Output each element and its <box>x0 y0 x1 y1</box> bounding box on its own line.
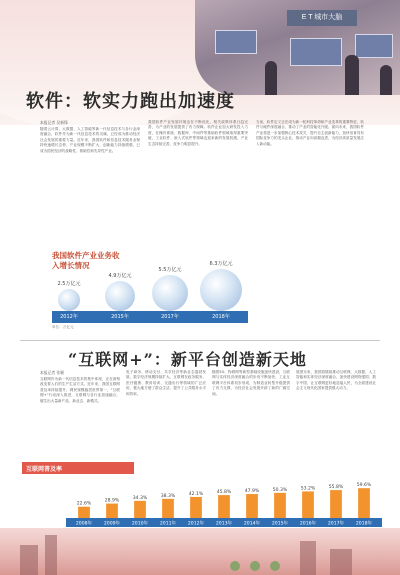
photo-building <box>45 535 57 575</box>
chart-bar <box>162 499 174 518</box>
chart-bar <box>330 490 342 518</box>
photo-person <box>265 61 277 95</box>
chart-tick-label: 2015年 <box>271 521 289 527</box>
growth-circle-2018 <box>200 269 242 311</box>
growth-circle-2012 <box>58 289 80 311</box>
city-skyline-photo <box>0 528 400 575</box>
section1-headline: 软件：软实力跑出加速度 <box>26 91 235 112</box>
chart-bar <box>78 507 90 518</box>
chart-data-label: 55.8% <box>328 485 344 491</box>
chart-bar <box>134 501 146 518</box>
growth-year-2015: 2015年 <box>111 314 129 320</box>
photo-screen <box>290 38 342 66</box>
section2-column-4: 展望未来，我国将继续推动互联网、大数据、人工智能和实体经济深度融合，加快建设网络强国、数字中国，让互联网更好地造福人民，为全面建设社会主义现代化国家提供强大动力。 <box>296 370 376 391</box>
chart-bar <box>190 497 202 518</box>
section1-column-2: 我国软件产业发展环境也在不断优化，相关政策体系日趋完善，为产业的发展提供了有力保障。软件企业加大研发投入力度，在操作系统、数据库、中间件等基础软件领域取得重要突破，工业软件、嵌入式软件等领域也迎来新的发展机遇，产业生态持续完善，竞争力明显提升。 <box>148 120 248 146</box>
section2-column-1: 互联网作为新一代信息技术的集中体现，正在深刻改变着人们的生产生活方式。近年来，我国互联网普及率持续提升，网民规模稳居世界第一，“互联网+”行动深入推进，互联网与各行业加速融合，催生出大量新产品、新业态、新模式。 <box>40 377 120 403</box>
photo-building <box>330 549 352 575</box>
chart-data-label: 38.3% <box>160 493 176 499</box>
chart-data-label: 45.8% <box>216 490 232 496</box>
growth-chart-title: 我国软件产业业务收入增长情况 <box>52 251 120 270</box>
chart-tick-label: 2010年 <box>131 521 149 527</box>
growth-year-2018: 2018年 <box>212 314 230 320</box>
chart-bar <box>246 494 258 518</box>
photo-screen <box>355 34 393 58</box>
chart-data-label: 47.9% <box>244 489 260 495</box>
photo-tree <box>270 561 280 571</box>
chart-data-label: 59.6% <box>356 483 372 489</box>
chart-tick-label: 2017年 <box>327 521 345 527</box>
growth-year-2017: 2017年 <box>161 314 179 320</box>
photo-building <box>300 541 316 575</box>
chart-data-label: 34.3% <box>132 495 148 501</box>
chart-tick-label: 2013年 <box>215 521 233 527</box>
internet-penetration-chart <box>0 470 400 530</box>
photo-person <box>345 55 359 95</box>
chart-bar <box>358 488 370 518</box>
growth-unit-note: 单位：万亿元 <box>52 325 74 329</box>
growth-value-2017: 5.5万亿元 <box>158 267 182 273</box>
chart-tick-label: 2011年 <box>159 521 177 527</box>
chart-tick-label: 2009年 <box>103 521 121 527</box>
photo-person <box>380 65 392 95</box>
section-divider <box>20 340 380 341</box>
chart-data-label: 53.2% <box>300 486 316 492</box>
chart-bar <box>302 491 314 518</box>
chart-tick-label: 2018年 <box>355 521 373 527</box>
chart-tick-label: 2008年 <box>75 521 93 527</box>
section1-column-3: 当前，软件定义正在成为新一轮科技革命和产业变革的重要特征，软件与硬件深度融合，推动了产业的智能化升级。面向未来，我国软件产业将进一步加强核心技术攻关，提升自主创新能力，加快培育具有国际竞争力的龙头企业，推动产业向高端迈进，为经济高质量发展注入新动能。 <box>256 120 364 146</box>
section2-byline: 本报记者 张颖 <box>40 370 64 375</box>
section2-headline: “互联网+”：新平台创造新天地 <box>68 350 307 369</box>
chart-tick-label: 2012年 <box>187 521 205 527</box>
chart-bar <box>274 493 286 518</box>
chart-bar <box>106 504 118 518</box>
chart-data-label: 42.1% <box>188 491 204 497</box>
growth-circle-2015 <box>105 281 135 311</box>
growth-value-2012: 2.5万亿元 <box>57 281 81 287</box>
chart-data-label: 28.9% <box>104 498 120 504</box>
section1-byline: 本报记者 吴新锋 <box>40 120 68 125</box>
growth-value-2018: 6.3万亿元 <box>209 261 233 267</box>
photo-building <box>20 545 38 575</box>
section2-column-3: 随着5G、物联网等新型基础设施加快建设，互联网与实体经济深度融合的步伐不断加快，工业互联网平台体系初步形成，为制造业转型升级提供了有力支撑，为经济社会发展开辟了新的广阔空间。 <box>212 370 290 396</box>
growth-value-2015: 4.9万亿元 <box>108 273 132 279</box>
chart-tick-label: 2014年 <box>243 521 261 527</box>
photo-tree <box>250 561 260 571</box>
growth-year-2012: 2012年 <box>60 314 78 320</box>
photo-tree <box>230 561 240 571</box>
section1-column-1: 随着云计算、大数据、人工智能等新一代信息技术与各行业深度融合，软件作为新一代信息技术的灵魂，已经成为推动经济社会发展的重要力量。近年来，我国软件和信息技术服务业保持快速增长态势，产业规模不断扩大，创新能力持续增强，已成为国民经济的战略性、基础性和先导性产业。 <box>40 127 140 153</box>
exhibition-photo <box>195 0 400 95</box>
chart-bar <box>218 495 230 518</box>
photo-sign: E T 城市大脑 <box>287 10 357 26</box>
chart-tick-label: 2016年 <box>299 521 317 527</box>
chart-data-label: 22.6% <box>76 501 92 507</box>
section2-column-2: 电子商务、移动支付、共享经济等新业态蓬勃发展，数字经济规模持续扩大。互联网在政务服务、医疗健康、教育培训、交通出行等领域的广泛应用，极大地方便了群众生活，提升了公共服务水平和效率。 <box>126 370 206 396</box>
chart-title: 互联网普及率 <box>26 466 63 473</box>
chart-data-label: 50.3% <box>272 487 288 493</box>
growth-circle-2017 <box>152 275 188 311</box>
photo-screen <box>215 30 257 54</box>
